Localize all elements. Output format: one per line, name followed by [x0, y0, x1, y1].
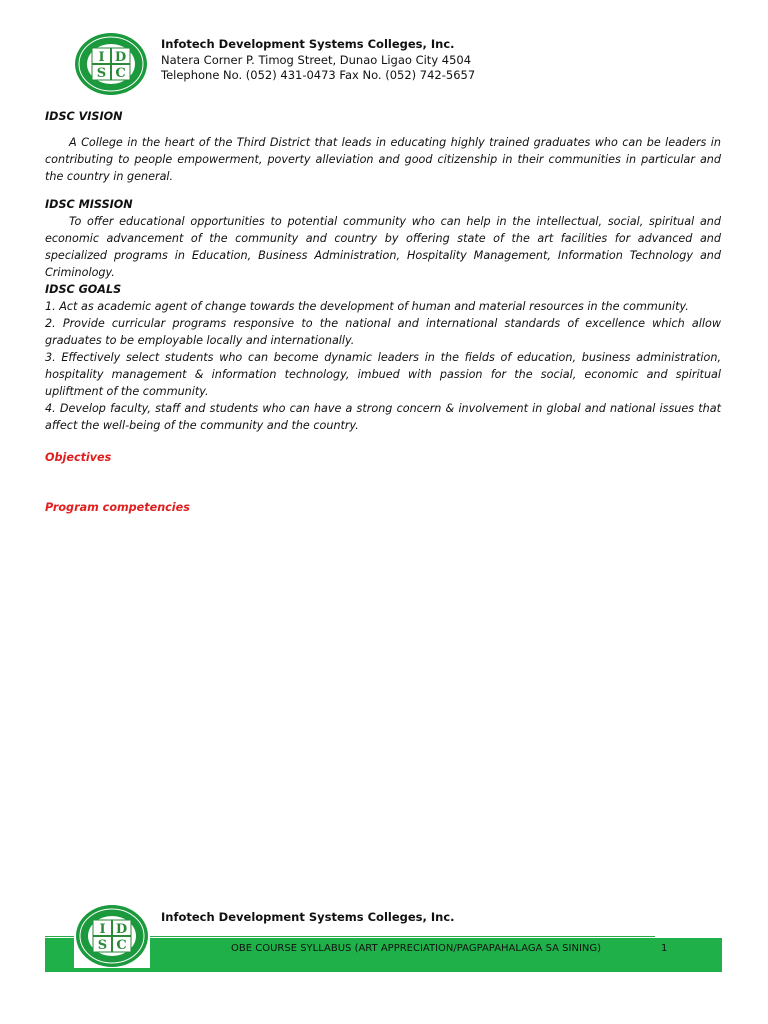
- goal-item: 1. Act as academic agent of change towards the development of human and material resources in the community.: [45, 300, 689, 313]
- college-seal-logo: [74, 32, 148, 96]
- objectives-heading: Objectives: [45, 451, 112, 464]
- document-body: [45, 108, 721, 516]
- competencies-heading: Program competencies: [45, 501, 190, 514]
- mission-text: To offer educational opportunities to potential community who can help in the intellectual, social, spiritual and economic advancement of the community and country by offering state of the art facilities for advanced and specialized programs in Education, Business Administration, Hospitality Management, Information Technology and Criminology.: [45, 215, 721, 279]
- goal-item: 2. Provide curricular programs responsive to the national and international standards of excellence which allow graduates to be employable locally and internationally.: [45, 317, 721, 347]
- vision-text: A College in the heart of the Third District that leads in educating highly trained graduates who can be leaders in contributing to people empowerment, poverty alleviation and good citizenship in their communities in particular and the country in general.: [45, 136, 721, 183]
- logo-letter-s: S: [97, 938, 108, 953]
- header-address: Natera Corner P. Timog Street, Dunao Ligao City 4504: [161, 52, 472, 67]
- logo-letter-s: S: [96, 66, 107, 81]
- logo-letter-d: D: [115, 922, 128, 937]
- logo-letter-i: I: [98, 50, 105, 65]
- page-number: 1: [661, 943, 668, 954]
- header-org-name: Infotech Development Systems Colleges, Inc.: [161, 37, 455, 51]
- logo-letter-i: I: [99, 922, 106, 937]
- vision-heading: IDSC VISION: [45, 110, 123, 123]
- goal-item: 3. Effectively select students who can become dynamic leaders in the fields of education, business administration, hospitality management & information technology, imbued with passion for the social, economic and spiritual upliftment of the community.: [45, 351, 721, 398]
- logo-letter-d: D: [114, 50, 127, 65]
- footer-course-title: OBE COURSE SYLLABUS (ART APPRECIATION/PAGPAPAHALAGA SA SINING): [231, 943, 602, 954]
- footer-org-name: Infotech Development Systems Colleges, Inc.: [161, 910, 455, 924]
- header-phone: Telephone No. (052) 431-0473 Fax No. (052) 742-5657: [161, 68, 476, 82]
- college-seal-logo-footer: [74, 904, 150, 968]
- logo-letter-c: C: [116, 938, 127, 953]
- mission-heading: IDSC MISSION: [45, 198, 133, 211]
- goals-heading: IDSC GOALS: [45, 283, 122, 296]
- goal-item: 4. Develop faculty, staff and students who can have a strong concern & involvement in global and national issues that affect the well-being of the community and the country.: [45, 402, 721, 432]
- letterhead: [161, 37, 475, 84]
- logo-letter-c: C: [115, 66, 126, 81]
